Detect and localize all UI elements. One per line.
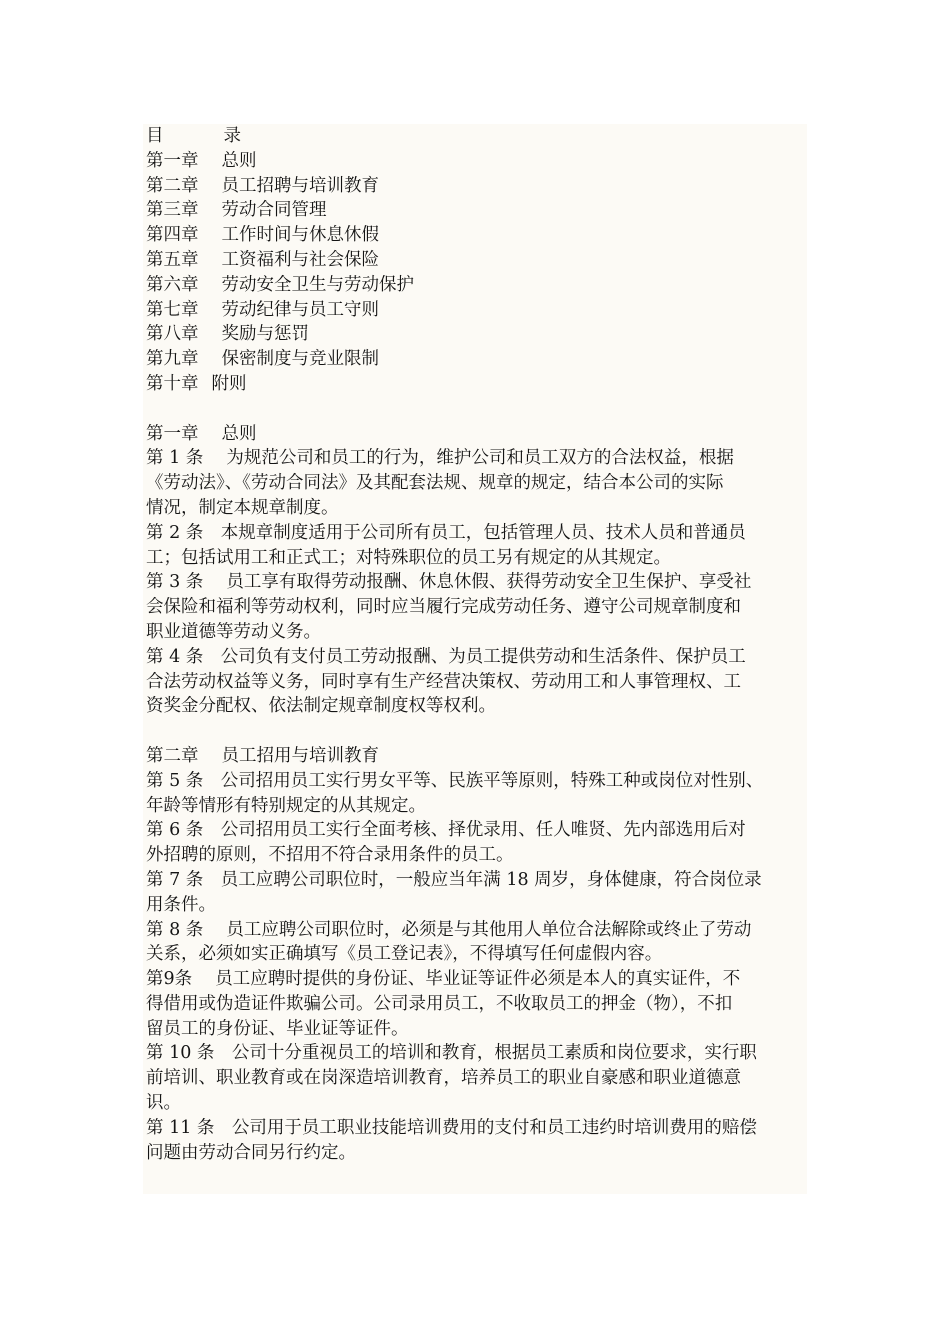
paragraph-line: 得借用或伪造证件欺骗公司。公司录用员工，不收取员工的押金（物），不扣 (146, 993, 733, 1014)
toc-entry (146, 372, 826, 397)
toc-entry (146, 149, 826, 174)
toc-entry-num: 第二章 (146, 175, 199, 196)
paragraph-line: 合法劳动权益等义务，同时享有生产经营决策权、劳动用工和人事管理权、工 (146, 671, 741, 692)
paragraph-line: 会保险和福利等劳动权利，同时应当履行完成劳动任务、遵守公司规章制度和 (146, 597, 741, 618)
paragraph-line: 工；包括试用工和正式工；对特殊职位的员工另有规定的从其规定。 (146, 547, 671, 568)
paragraph-line: 第 4 条 公司负有支付员工劳动报酬、为员工提供劳动和生活条件、保护员工 (146, 646, 746, 667)
chapter-title: 员工招用与培训教育 (221, 745, 379, 766)
toc-entry-title: 总则 (221, 150, 257, 171)
toc-entry-num: 第六章 (146, 274, 199, 295)
toc-entry (146, 322, 826, 347)
paragraph-line: 第 5 条 公司招用员工实行男女平等、民族平等原则，特殊工种或岗位对性别、 (146, 770, 764, 791)
toc-entry-num: 第三章 (146, 200, 199, 221)
paragraph-line: 第 8 条 员工应聘公司职位时，必须是与其他用人单位合法解除或终止了劳动 (146, 919, 752, 940)
paragraph-line: 第 1 条 为规范公司和员工的行为，维护公司和员工双方的合法权益，根据 (146, 448, 734, 469)
toc-entry (146, 248, 826, 273)
paragraph-line: 用条件。 (146, 894, 216, 915)
toc-entry (146, 174, 826, 199)
document-text (146, 124, 826, 1165)
toc-entry-title: 奖励与惩罚 (221, 324, 309, 345)
toc-entry-title: 附则 (211, 373, 247, 394)
toc-heading (146, 124, 826, 149)
chapter-heading (146, 422, 826, 447)
toc-entry-title: 员工招聘与培训教育 (221, 175, 379, 196)
paragraph-line: 前培训、职业教育或在岗深造培训教育，培养员工的职业自豪感和职业道德意 (146, 1068, 741, 1089)
paragraph-line: 《劳动法》、《劳动合同法》及其配套法规、规章的规定，结合本公司的实际 (146, 473, 724, 494)
chapter-num: 第二章 (146, 745, 199, 766)
paragraph-line: 留员工的身份证、毕业证等证件。 (146, 1018, 409, 1039)
toc-entry (146, 273, 826, 298)
toc-entry-title: 劳动安全卫生与劳动保护 (221, 274, 414, 295)
chapter-title: 总则 (221, 423, 257, 444)
chapter-num: 第一章 (146, 423, 199, 444)
toc-heading-right: 录 (223, 126, 241, 146)
paragraph-line: 资奖金分配权、依法制定规章制度权等权利。 (146, 696, 496, 717)
toc-entry-num: 第九章 (146, 349, 199, 370)
paragraph-line: 问题由劳动合同另行约定。 (146, 1142, 356, 1163)
blank-line (146, 719, 826, 744)
toc-entry (146, 223, 826, 248)
toc-entry-num: 第四章 (146, 225, 199, 246)
paragraph-line: 外招聘的原则，不招用不符合录用条件的员工。 (146, 845, 514, 866)
paragraph-line: 识。 (146, 1093, 181, 1114)
toc-entry-num: 第五章 (146, 249, 199, 270)
paragraph-line: 第 6 条 公司招用员工实行全面考核、择优录用、任人唯贤、先内部选用后对 (146, 820, 746, 841)
paragraph-line: 第 10 条 公司十分重视员工的培训和教育，根据员工素质和岗位要求，实行职 (146, 1043, 757, 1064)
toc-entry-num: 第八章 (146, 324, 199, 345)
paragraph-line: 第 3 条 员工享有取得劳动报酬、休息休假、获得劳动安全卫生保护、享受社 (146, 572, 752, 593)
blank-line (146, 397, 826, 422)
toc-entry (146, 198, 826, 223)
toc-entry-title: 工作时间与休息休假 (221, 225, 379, 246)
paragraph-line: 年龄等情形有特别规定的从其规定。 (146, 795, 426, 816)
toc-entry-num: 第十章 (146, 373, 199, 394)
paragraph-line: 第 7 条 员工应聘公司职位时，一般应当年满 18 周岁，身体健康，符合岗位录 (146, 869, 762, 890)
paragraph-line: 关系，必须如实正确填写《员工登记表》，不得填写任何虚假内容。 (146, 944, 663, 965)
paragraph-line: 第 11 条 公司用于员工职业技能培训费用的支付和员工违约时培训费用的赔偿 (146, 1117, 757, 1138)
paragraph-line: 职业道德等劳动义务。 (146, 621, 321, 642)
toc-entry (146, 347, 826, 372)
toc-heading-left: 目 (146, 126, 164, 146)
paragraph-line: 情况，制定本规章制度。 (146, 497, 339, 518)
paragraph-line: 第 2 条 本规章制度适用于公司所有员工，包括管理人员、技术人员和普通员 (146, 522, 746, 543)
chapter-heading (146, 744, 826, 769)
toc-entry-title: 劳动合同管理 (221, 200, 327, 221)
paragraph-line: 第9条 员工应聘时提供的身份证、毕业证等证件必须是本人的真实证件，不 (146, 969, 741, 990)
toc-entry-title: 保密制度与竞业限制 (221, 349, 379, 370)
toc-entry (146, 298, 826, 323)
toc-entry-title: 劳动纪律与员工守则 (221, 299, 379, 320)
toc-entry-title: 工资福利与社会保险 (221, 249, 379, 270)
toc-entry-num: 第一章 (146, 150, 199, 171)
toc-entry-num: 第七章 (146, 299, 199, 320)
